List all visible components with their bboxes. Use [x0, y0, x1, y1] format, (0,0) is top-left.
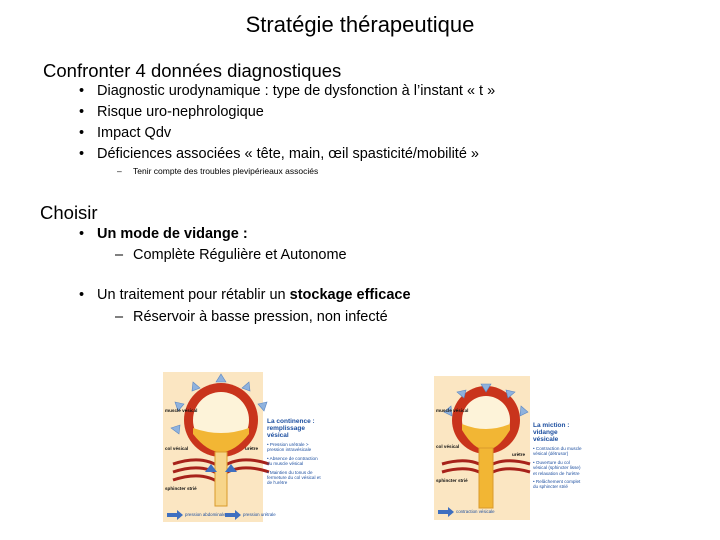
- label-muscle-vesical: muscle vésical: [436, 408, 469, 413]
- legend-abdominal: pression abdominale: [185, 512, 226, 517]
- legend-urethral: pression urétrale: [243, 512, 276, 517]
- bullet-dot: •: [79, 104, 85, 120]
- section1-bullet-text: Impact Qdv: [97, 125, 172, 141]
- section1-bullet-4: [79, 146, 479, 162]
- miction-figure: [434, 376, 584, 520]
- caption-item: • Maintien du tonus de fermeture du col vésical et de l'urètre: [267, 469, 321, 486]
- continence-figure: [163, 372, 323, 522]
- section1-bullet-text: Risque uro-nephrologique: [97, 104, 264, 120]
- sub-note-text: Tenir compte des troubles plevipérieaux associés: [133, 166, 319, 176]
- item1-sub-text: Complète Régulière et Autonome: [133, 247, 347, 263]
- legend-contraction: contraction vésicale: [456, 509, 495, 514]
- section2-heading: Choisir: [40, 202, 98, 223]
- item2-prefix: Un traitement pour rétablir un: [97, 287, 290, 303]
- caption-item: • Pression urétrale > pression intravésicale: [267, 442, 312, 453]
- caption-item: • Relâchement complet du sphincter strié: [533, 479, 581, 490]
- section1-bullet-1: [79, 83, 496, 99]
- urethra-open: [479, 448, 493, 508]
- label-muscle-vesical: muscle vésical: [165, 408, 198, 413]
- caption-title: La continence : remplissage vésical: [267, 418, 315, 439]
- bullet-dot: •: [79, 287, 85, 303]
- section1-bullet-text: Diagnostic urodynamique : type de dysfonction à l’instant « t »: [97, 83, 496, 99]
- bullet-dot: •: [79, 125, 85, 141]
- item2-sub-text: Réservoir à basse pression, non infecté: [133, 309, 388, 325]
- item2-bold: stockage efficace: [289, 287, 411, 303]
- section2-item-1-sub: [115, 247, 347, 263]
- section2-item-2-sub: [115, 309, 388, 325]
- section1-bullet-2: [79, 104, 264, 120]
- label-col-vesical: col vésical: [165, 446, 189, 451]
- bullet-dot: •: [79, 146, 85, 162]
- section1-bullet-3: [79, 125, 172, 141]
- label-sphincter: sphincter strié: [165, 486, 197, 491]
- section2-item-2: [79, 287, 411, 303]
- label-sphincter: sphincter strié: [436, 478, 468, 483]
- label-uretre: urètre: [245, 446, 259, 451]
- item1-label: Un mode de vidange :: [97, 226, 248, 242]
- label-col-vesical: col vésical: [436, 444, 460, 449]
- bullet-dot: •: [79, 226, 85, 242]
- dash-marker: –: [115, 247, 124, 263]
- caption-item: • Absence de contraction du muscle vésical: [267, 455, 318, 467]
- section2-item-1: [79, 226, 248, 242]
- miction-caption: [533, 422, 583, 490]
- continence-caption: [267, 418, 321, 486]
- label-uretre: urètre: [512, 452, 526, 457]
- dash-marker: –: [115, 309, 124, 325]
- urethra: [215, 452, 227, 506]
- bullet-dot: •: [79, 83, 85, 99]
- caption-item: • Contraction du muscle vésical (détrusor): [533, 446, 582, 457]
- caption-title: La miction : vidange vésicale: [533, 422, 570, 443]
- caption-item: • Ouverture du col vésical (sphincter lisse) et relaxation de l'urètre: [533, 459, 581, 476]
- section1-sub-note: [117, 166, 319, 176]
- section1-bullet-text: Déficiences associées « tête, main, œil spasticité/mobilité »: [97, 146, 479, 162]
- dash-marker: –: [117, 166, 122, 176]
- section1-heading: Confronter 4 données diagnostiques: [43, 60, 342, 81]
- slide-title: Stratégie thérapeutique: [245, 12, 475, 37]
